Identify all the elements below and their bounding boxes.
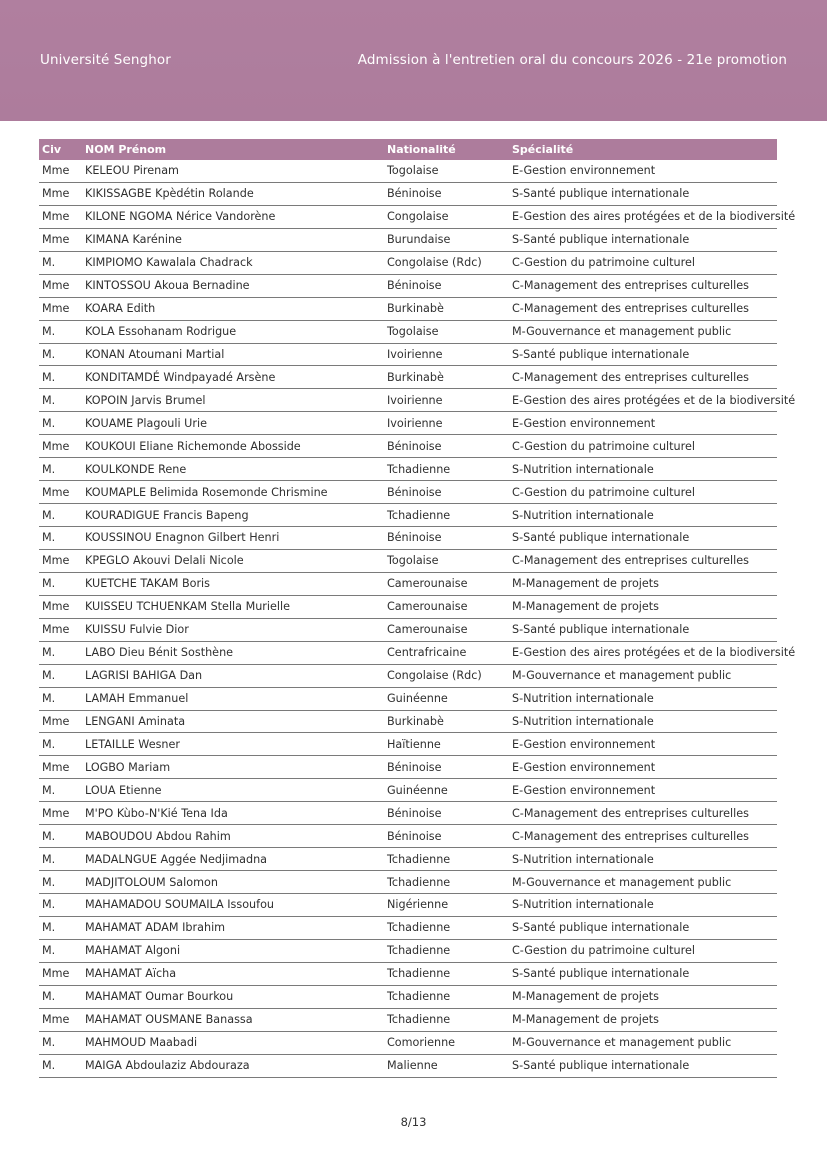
- cell-nationality: Béninoise: [384, 182, 509, 205]
- cell-name: LENGANI Aminata: [82, 710, 384, 733]
- cell-specialty: E-Gestion environnement: [509, 160, 777, 182]
- table-row: [39, 160, 777, 182]
- cell-civ: M.: [39, 343, 82, 366]
- cell-nationality: Tchadienne: [384, 1008, 509, 1031]
- cell-name: KPEGLO Akouvi Delali Nicole: [82, 549, 384, 572]
- cell-name: MAHAMADOU SOUMAILA Issoufou: [82, 894, 384, 917]
- table-body: [39, 160, 796, 1077]
- cell-name: KOUSSINOU Enagnon Gilbert Henri: [82, 527, 384, 550]
- cell-nationality: Béninoise: [384, 274, 509, 297]
- cell-civ: M.: [39, 687, 82, 710]
- cell-specialty: E-Gestion des aires protégées et de la biodiversité: [509, 389, 777, 412]
- cell-specialty: S-Nutrition internationale: [509, 504, 777, 527]
- cell-name: LOGBO Mariam: [82, 756, 384, 779]
- cell-nationality: Tchadienne: [384, 504, 509, 527]
- cell-nationality: Béninoise: [384, 481, 509, 504]
- cell-civ: M.: [39, 939, 82, 962]
- cell-civ: M.: [39, 1054, 82, 1077]
- cell-civ: M.: [39, 527, 82, 550]
- cell-specialty: M-Gouvernance et management public: [509, 664, 777, 687]
- cell-name: MAHAMAT OUSMANE Banassa: [82, 1008, 384, 1031]
- cell-specialty: E-Gestion environnement: [509, 733, 777, 756]
- cell-nationality: Tchadienne: [384, 871, 509, 894]
- cell-nationality: Tchadienne: [384, 848, 509, 871]
- cell-name: LETAILLE Wesner: [82, 733, 384, 756]
- cell-nationality: Tchadienne: [384, 939, 509, 962]
- cell-name: MAHAMAT ADAM Ibrahim: [82, 916, 384, 939]
- cell-civ: M.: [39, 985, 82, 1008]
- cell-nationality: Comorienne: [384, 1031, 509, 1054]
- cell-name: KINTOSSOU Akoua Bernadine: [82, 274, 384, 297]
- cell-specialty: M-Management de projets: [509, 985, 777, 1008]
- cell-name: LABO Dieu Bénit Sosthène: [82, 641, 384, 664]
- cell-name: KOULKONDE Rene: [82, 458, 384, 481]
- table-row: [39, 274, 777, 297]
- table-row: [39, 756, 777, 779]
- cell-civ: M.: [39, 1031, 82, 1054]
- column-header-specialty: Spécialité: [509, 139, 777, 160]
- table-row: [39, 320, 777, 343]
- cell-specialty: S-Nutrition internationale: [509, 710, 777, 733]
- cell-specialty: E-Gestion des aires protégées et de la biodiversité: [509, 205, 777, 228]
- cell-name: LAMAH Emmanuel: [82, 687, 384, 710]
- cell-nationality: Haïtienne: [384, 733, 509, 756]
- cell-civ: M.: [39, 389, 82, 412]
- cell-nationality: Congolaise (Rdc): [384, 664, 509, 687]
- cell-civ: M.: [39, 412, 82, 435]
- cell-civ: M.: [39, 894, 82, 917]
- cell-nationality: Centrafricaine: [384, 641, 509, 664]
- table-row: [39, 779, 777, 802]
- table-row: [39, 297, 777, 320]
- cell-name: MAHMOUD Maabadi: [82, 1031, 384, 1054]
- cell-specialty: C-Management des entreprises culturelles: [509, 549, 777, 572]
- cell-name: MADALNGUE Aggée Nedjimadna: [82, 848, 384, 871]
- table-row: [39, 916, 777, 939]
- cell-name: KOLA Essohanam Rodrigue: [82, 320, 384, 343]
- cell-nationality: Camerounaise: [384, 595, 509, 618]
- cell-name: KIMANA Karénine: [82, 228, 384, 251]
- admission-table: [39, 139, 796, 1078]
- table-row: [39, 710, 777, 733]
- table-row: [39, 389, 777, 412]
- cell-name: MABOUDOU Abdou Rahim: [82, 825, 384, 848]
- cell-civ: Mme: [39, 228, 82, 251]
- cell-nationality: Tchadienne: [384, 985, 509, 1008]
- cell-civ: M.: [39, 825, 82, 848]
- cell-nationality: Nigérienne: [384, 894, 509, 917]
- cell-civ: Mme: [39, 435, 82, 458]
- cell-nationality: Burundaise: [384, 228, 509, 251]
- institution-name: Université Senghor: [40, 52, 171, 68]
- cell-specialty: S-Santé publique internationale: [509, 228, 777, 251]
- cell-civ: Mme: [39, 710, 82, 733]
- cell-name: KOURADIGUE Francis Bapeng: [82, 504, 384, 527]
- cell-name: KUISSU Fulvie Dior: [82, 618, 384, 641]
- table-row: [39, 343, 777, 366]
- cell-nationality: Guinéenne: [384, 687, 509, 710]
- table-row: [39, 205, 777, 228]
- table-row: [39, 412, 777, 435]
- cell-name: KONAN Atoumani Martial: [82, 343, 384, 366]
- cell-civ: Mme: [39, 182, 82, 205]
- cell-civ: M.: [39, 733, 82, 756]
- cell-nationality: Burkinabè: [384, 366, 509, 389]
- cell-name: KOUMAPLE Belimida Rosemonde Chrismine: [82, 481, 384, 504]
- cell-civ: Mme: [39, 274, 82, 297]
- table-row: [39, 802, 777, 825]
- table-row: [39, 504, 777, 527]
- cell-specialty: S-Santé publique internationale: [509, 527, 777, 550]
- cell-nationality: Burkinabè: [384, 710, 509, 733]
- cell-name: MADJITOLOUM Salomon: [82, 871, 384, 894]
- cell-name: MAIGA Abdoulaziz Abdouraza: [82, 1054, 384, 1077]
- cell-nationality: Malienne: [384, 1054, 509, 1077]
- page-header: [0, 0, 827, 121]
- cell-name: KELEOU Pirenam: [82, 160, 384, 182]
- cell-specialty: C-Gestion du patrimoine culturel: [509, 939, 777, 962]
- cell-name: KILONE NGOMA Nérice Vandorène: [82, 205, 384, 228]
- cell-specialty: E-Gestion des aires protégées et de la biodiversité: [509, 641, 777, 664]
- cell-specialty: E-Gestion environnement: [509, 412, 777, 435]
- cell-civ: Mme: [39, 595, 82, 618]
- cell-specialty: C-Gestion du patrimoine culturel: [509, 251, 777, 274]
- cell-specialty: S-Nutrition internationale: [509, 687, 777, 710]
- table-row: [39, 687, 777, 710]
- table-row: [39, 251, 777, 274]
- cell-name: KOARA Edith: [82, 297, 384, 320]
- cell-specialty: M-Gouvernance et management public: [509, 1031, 777, 1054]
- cell-name: KOUKOUI Eliane Richemonde Abosside: [82, 435, 384, 458]
- cell-civ: Mme: [39, 481, 82, 504]
- cell-specialty: S-Santé publique internationale: [509, 962, 777, 985]
- cell-specialty: C-Management des entreprises culturelles: [509, 825, 777, 848]
- cell-civ: M.: [39, 366, 82, 389]
- cell-civ: M.: [39, 779, 82, 802]
- cell-civ: M.: [39, 916, 82, 939]
- cell-nationality: Béninoise: [384, 825, 509, 848]
- cell-civ: M.: [39, 251, 82, 274]
- document-title: Admission à l'entretien oral du concours 2026 - 21e promotion: [357, 52, 787, 68]
- table-row: [39, 618, 777, 641]
- cell-civ: M.: [39, 458, 82, 481]
- cell-specialty: M-Gouvernance et management public: [509, 871, 777, 894]
- cell-civ: M.: [39, 641, 82, 664]
- column-header-civ: Civ: [39, 139, 82, 160]
- table-row: [39, 894, 777, 917]
- cell-name: LAGRISI BAHIGA Dan: [82, 664, 384, 687]
- table-row: [39, 641, 777, 664]
- cell-name: KONDITAMDÉ Windpayadé Arsène: [82, 366, 384, 389]
- cell-nationality: Congolaise (Rdc): [384, 251, 509, 274]
- cell-name: KIMPIOMO Kawalala Chadrack: [82, 251, 384, 274]
- table-row: [39, 962, 777, 985]
- table-row: [39, 481, 777, 504]
- cell-specialty: E-Gestion environnement: [509, 779, 777, 802]
- table-row: [39, 871, 777, 894]
- cell-nationality: Ivoirienne: [384, 389, 509, 412]
- cell-civ: Mme: [39, 549, 82, 572]
- cell-name: LOUA Etienne: [82, 779, 384, 802]
- cell-nationality: Béninoise: [384, 756, 509, 779]
- table-row: [39, 825, 777, 848]
- cell-nationality: Camerounaise: [384, 572, 509, 595]
- cell-civ: M.: [39, 320, 82, 343]
- cell-specialty: S-Santé publique internationale: [509, 1054, 777, 1077]
- table-row: [39, 572, 777, 595]
- cell-specialty: S-Nutrition internationale: [509, 458, 777, 481]
- table-row: [39, 1008, 777, 1031]
- cell-specialty: C-Management des entreprises culturelles: [509, 802, 777, 825]
- cell-specialty: M-Management de projets: [509, 572, 777, 595]
- cell-nationality: Tchadienne: [384, 916, 509, 939]
- table-row: [39, 458, 777, 481]
- cell-specialty: S-Nutrition internationale: [509, 894, 777, 917]
- cell-specialty: C-Management des entreprises culturelles: [509, 274, 777, 297]
- table-header-row: [39, 139, 777, 160]
- cell-specialty: S-Santé publique internationale: [509, 182, 777, 205]
- cell-specialty: C-Gestion du patrimoine culturel: [509, 481, 777, 504]
- cell-civ: M.: [39, 572, 82, 595]
- table-row: [39, 985, 777, 1008]
- table-row: [39, 595, 777, 618]
- table-row: [39, 527, 777, 550]
- column-header-name: NOM Prénom: [82, 139, 384, 160]
- cell-name: KUISSEU TCHUENKAM Stella Murielle: [82, 595, 384, 618]
- cell-name: MAHAMAT Aïcha: [82, 962, 384, 985]
- cell-civ: Mme: [39, 962, 82, 985]
- cell-nationality: Congolaise: [384, 205, 509, 228]
- cell-civ: M.: [39, 504, 82, 527]
- cell-civ: Mme: [39, 297, 82, 320]
- cell-name: MAHAMAT Algoni: [82, 939, 384, 962]
- cell-nationality: Togolaise: [384, 549, 509, 572]
- cell-nationality: Tchadienne: [384, 962, 509, 985]
- cell-civ: M.: [39, 664, 82, 687]
- cell-specialty: C-Gestion du patrimoine culturel: [509, 435, 777, 458]
- table-row: [39, 848, 777, 871]
- table-row: [39, 435, 777, 458]
- table-row: [39, 733, 777, 756]
- cell-specialty: C-Management des entreprises culturelles: [509, 366, 777, 389]
- page-number: 8/13: [400, 1115, 427, 1129]
- cell-specialty: M-Management de projets: [509, 1008, 777, 1031]
- cell-name: KIKISSAGBE Kpèdétin Rolande: [82, 182, 384, 205]
- cell-civ: Mme: [39, 205, 82, 228]
- cell-civ: M.: [39, 848, 82, 871]
- cell-nationality: Ivoirienne: [384, 412, 509, 435]
- cell-civ: Mme: [39, 160, 82, 182]
- cell-name: M'PO Kùbo-N'Kié Tena Ida: [82, 802, 384, 825]
- table-row: [39, 366, 777, 389]
- cell-nationality: Togolaise: [384, 320, 509, 343]
- cell-name: KUETCHE TAKAM Boris: [82, 572, 384, 595]
- cell-nationality: Camerounaise: [384, 618, 509, 641]
- cell-nationality: Togolaise: [384, 160, 509, 182]
- cell-civ: M.: [39, 871, 82, 894]
- cell-specialty: S-Nutrition internationale: [509, 848, 777, 871]
- cell-name: KOPOIN Jarvis Brumel: [82, 389, 384, 412]
- cell-nationality: Guinéenne: [384, 779, 509, 802]
- table-row: [39, 1054, 777, 1077]
- cell-specialty: M-Gouvernance et management public: [509, 320, 777, 343]
- cell-nationality: Béninoise: [384, 435, 509, 458]
- table-row: [39, 664, 777, 687]
- cell-specialty: S-Santé publique internationale: [509, 343, 777, 366]
- table-row: [39, 549, 777, 572]
- cell-civ: Mme: [39, 618, 82, 641]
- cell-nationality: Béninoise: [384, 527, 509, 550]
- cell-name: MAHAMAT Oumar Bourkou: [82, 985, 384, 1008]
- cell-specialty: C-Management des entreprises culturelles: [509, 297, 777, 320]
- cell-specialty: M-Management de projets: [509, 595, 777, 618]
- cell-nationality: Burkinabè: [384, 297, 509, 320]
- table-row: [39, 1031, 777, 1054]
- cell-nationality: Béninoise: [384, 802, 509, 825]
- cell-civ: Mme: [39, 802, 82, 825]
- cell-nationality: Tchadienne: [384, 458, 509, 481]
- cell-name: KOUAME Plagouli Urie: [82, 412, 384, 435]
- cell-civ: Mme: [39, 756, 82, 779]
- table-row: [39, 182, 777, 205]
- cell-nationality: Ivoirienne: [384, 343, 509, 366]
- cell-specialty: E-Gestion environnement: [509, 756, 777, 779]
- table-row: [39, 228, 777, 251]
- column-header-nationality: Nationalité: [384, 139, 509, 160]
- cell-specialty: S-Santé publique internationale: [509, 618, 777, 641]
- cell-civ: Mme: [39, 1008, 82, 1031]
- table-row: [39, 939, 777, 962]
- cell-specialty: S-Santé publique internationale: [509, 916, 777, 939]
